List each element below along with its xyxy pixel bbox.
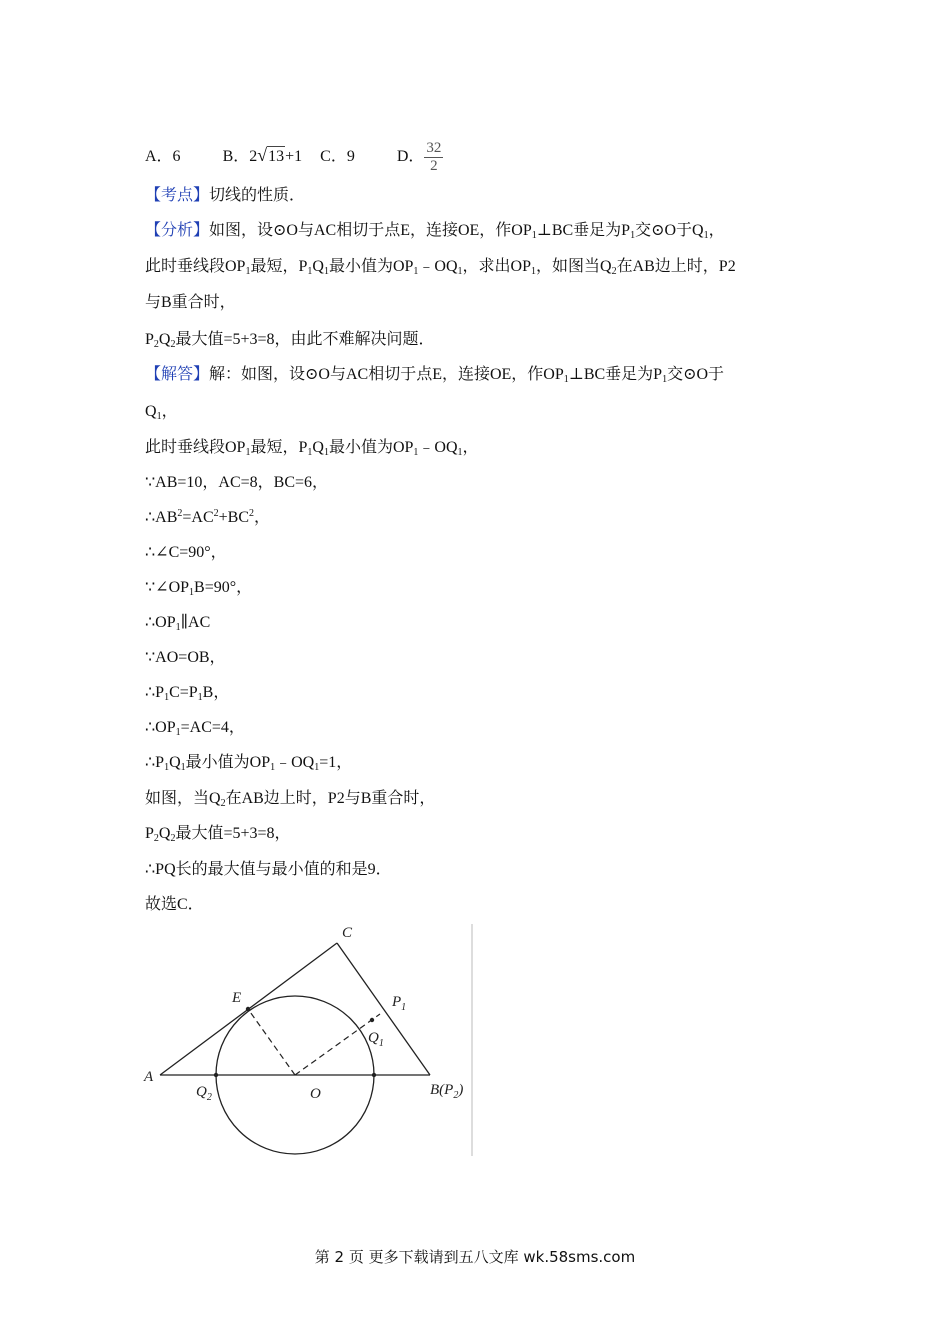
jieda-line-12: $\therefore P_1Q_1$最小值为$OP_1﹣OQ_1=1$， xyxy=(145,754,353,773)
label-p1: $P_1$ xyxy=(392,994,407,1013)
option-d: D． $\frac{32}{2}$ xyxy=(396,140,442,174)
jieda-line-7: $\because\angle OP_1B=90^\circ$， xyxy=(145,579,253,598)
jieda-line-9: ∵AO=OB， xyxy=(145,649,226,666)
jieda-line-6: ∴∠C=90°， xyxy=(145,544,227,561)
point-right-intersection xyxy=(372,1073,376,1077)
sqrt-symbol: √13 xyxy=(257,145,285,166)
label-b-p2: $B(P_2)$ xyxy=(430,1082,464,1101)
jieda-line-1: 【解答】解：如图，设⊙O与AC相切于点E，连接OE，作$OP_1\perp BC$垂足为$P_1$交⊙O于 xyxy=(145,366,725,385)
fenxi-tag: 【分析】 xyxy=(145,222,210,239)
label-c: C xyxy=(342,925,353,941)
jieda-line-11: $\therefore OP_1=AC=4$， xyxy=(145,719,245,738)
jieda-line-13: 如图，当$Q_2$在AB边上时，P2与B重合时， xyxy=(145,790,436,809)
point-q1 xyxy=(370,1018,374,1022)
page-footer: 第 2 页 更多下载请到五八文库 wk.58sms.com xyxy=(314,1248,636,1266)
option-b: B．2√13+1 xyxy=(222,145,303,166)
label-q2: $Q_2$ xyxy=(196,1084,212,1103)
fenxi-line-2: 此时垂线段$OP_1$最短，$P_1Q_1$最小值为$OP_1﹣OQ_1$，求出$OP_1$，如图当$Q_2$在AB边上时，P2 xyxy=(145,258,736,277)
label-a: A xyxy=(144,1069,154,1085)
kaodian-tag: 【考点】 xyxy=(145,187,210,204)
point-q2 xyxy=(214,1073,218,1077)
fenxi-line-3: 与B重合时， xyxy=(145,294,236,311)
jieda-line-5: $\therefore AB^2=AC^2+BC^2$， xyxy=(145,508,271,526)
option-a: A．6 xyxy=(145,148,181,166)
jieda-line-3: 此时垂线段$OP_1$最短，$P_1Q_1$最小值为$OP_1﹣OQ_1$， xyxy=(145,439,479,458)
jieda-line-4: ∵AB=10，AC=8，BC=6， xyxy=(145,474,329,491)
segment-cb xyxy=(337,943,430,1075)
point-e xyxy=(246,1007,250,1011)
fraction: $\frac{32}{2}$ xyxy=(426,140,442,174)
jieda-line-2: $Q_1$， xyxy=(145,403,178,422)
label-e: E xyxy=(232,990,242,1006)
jieda-tag: 【解答】 xyxy=(145,366,210,383)
geometry-figure xyxy=(130,918,480,1168)
answer-options xyxy=(145,140,443,175)
jieda-line-8: $\therefore OP_1\parallel AC$ xyxy=(145,614,211,633)
option-c: C．9 xyxy=(320,148,355,166)
jieda-line-16: 故选C． xyxy=(145,896,204,913)
kaodian-line: 【考点】切线的性质． xyxy=(145,187,306,204)
fenxi-line-1: 【分析】如图，设⊙O与AC相切于点E，连接OE，作$OP_1\perp BC$垂足为$P_1$交⊙O于$Q_1$， xyxy=(145,222,725,241)
jieda-line-10: $\therefore P_1C=P_1B$， xyxy=(145,684,230,703)
segment-oe-dashed xyxy=(248,1009,295,1075)
fenxi-line-4: $P_2Q_2$最大值=5+3=8，由此不难解决问题． xyxy=(145,331,435,350)
jieda-line-15: ∴PQ长的最大值与最小值的和是9． xyxy=(145,861,392,878)
label-o: O xyxy=(310,1086,321,1102)
jieda-line-14: $P_2Q_2$最大值=5+3=8， xyxy=(145,825,291,844)
label-q1: $Q_1$ xyxy=(368,1030,384,1049)
